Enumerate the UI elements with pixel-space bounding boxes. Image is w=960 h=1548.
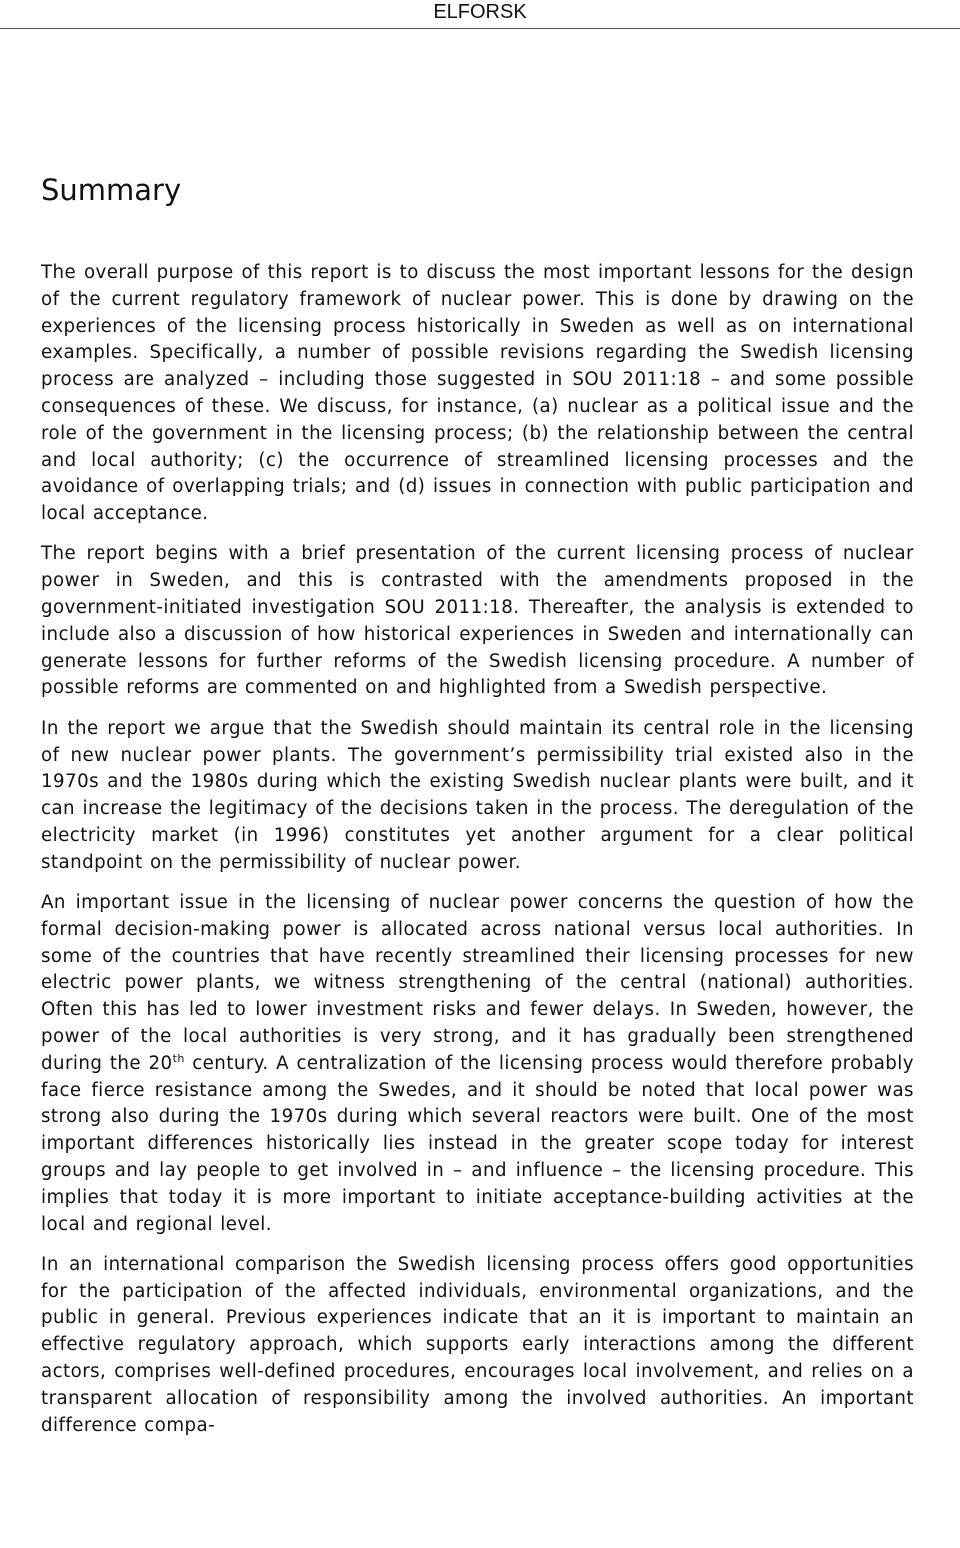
paragraph-international-comparison: In an international comparison the Swedish licensing process offers good opportunities for the participation of the affected individuals, environmental organizations, and the public in general. Previous experiences indicate that an it is important to maintain an effective regulatory approach, which supports early interactions among the different actors, comprises well-defined procedures, encourages local involvement, and relies on a transparent allocation of responsibility among the involved authorities. An important difference compa-: [41, 1253, 914, 1436]
running-header: [0, 0, 960, 29]
section-title: Summary: [41, 173, 182, 207]
paragraph-national-vs-local: [41, 890, 914, 1238]
paragraph-government-role: In the report we argue that the Swedish should maintain its central role in the licensing of new nuclear power plants. The government’s permissibility trial existed also in the 1970s and the 1980s during which the existing Swedish nuclear plants were built, and it can increase the legitimacy of the decisions taken in the process. The deregulation of the electricity market (in 1996) constitutes yet another argument for a clear political standpoint on the permissibility of nuclear power.: [41, 717, 914, 873]
summary-body: [41, 260, 914, 1453]
header-title: ELFORSK: [433, 1, 527, 23]
paragraph-purpose: The overall purpose of this report is to discuss the most important lessons for the design of the current regulatory framework of nuclear power. This is done by drawing on the experiences of the licensing process historically in Sweden as well as on international examples. Specifically, a number of possible revisions regarding the Swedish licensing process are analyzed – including those suggested in SOU 2011:18 – and some possible consequences of these. We discuss, for instance, (a) nuclear as a political issue and the role of the government in the licensing process; (b) the relationship between the central and local authority; (c) the occurrence of streamlined licensing processes and the avoidance of overlapping trials; and (d) issues in connection with public participation and local acceptance.: [41, 262, 914, 525]
paragraph-report-outline: The report begins with a brief presentation of the current licensing process of nuclear power in Sweden, and this is contrasted with the amendments proposed in the government-initiated investigation SOU 2011:18. Thereafter, the analysis is extended to include also a discussion of how historical experiences in Sweden and internationally can generate lessons for further reforms of the Swedish licensing procedure. A number of possible reforms are commented on and highlighted from a Swedish perspective.: [41, 543, 914, 699]
paragraph-text: century. A centralization of the licensing process would therefore probably face fierce resistance among the Swedes, and it should be noted that local power was strong also during the 1970s during which several reactors were built. One of the most important differences historically lies instead in the greater scope today for interest groups and lay people to get involved in – and influence – the licensing procedure. This implies that today it is more important to initiate acceptance-building activities at the local and regional level.: [41, 1052, 915, 1235]
superscript: th: [172, 1051, 185, 1065]
paragraph-text: An important issue in the licensing of nuclear power concerns the question of how the formal decision-making power is allocated across national versus local authorities. In some of the countries that have recently streamlined their licensing processes for new electric power plants, we witness strengthening of the central (national) authorities. Often this has led to lower investment risks and fewer delays. In Sweden, however, the power of the local authorities is very strong, and it has gradually been strengthened during the 20: [41, 892, 914, 1074]
